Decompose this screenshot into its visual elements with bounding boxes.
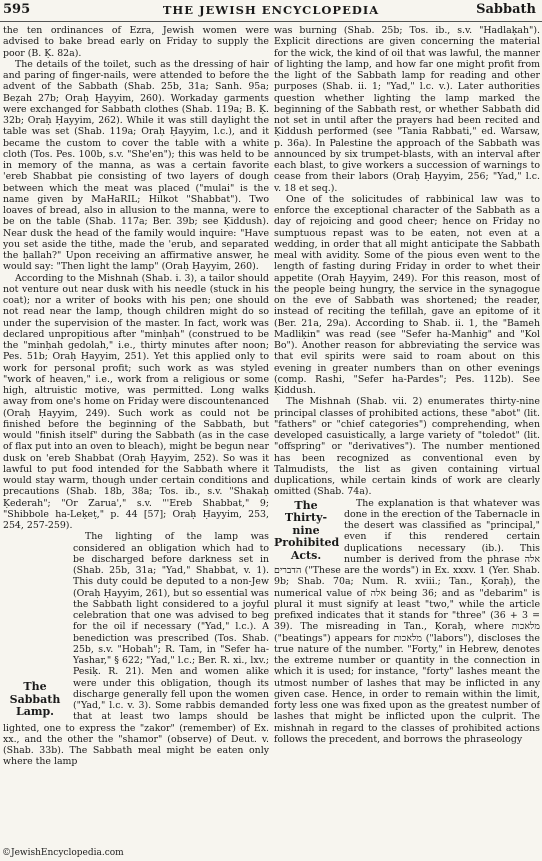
paragraph: The lighting of the lamp was considered an obligation which had to be discharged before darkness set in (Shab. 25b, 31a; "Yad," Shabbat, v. 1). This duty could be deputed to a non-Jew (Oraḥ Ḥayyim, 261), but so essential was the Sabbath light considered to a joyful celebration that one was advised to beg for the oil if necessary ("Yad," l.c.). A benediction was prescribed (Tos. Shab. 25b, s.v. "Hobah"; R. Tam, in "Sefer ha-Yashar," § 622; "Yad," l.c.; Ber. R. xi., lxv.; Pesiḳ. R. 21). Men and women alike were under this obligation, though its discharge generally fell upon the women ("Yad," l.c. v. 3). Some rabbis demanded that at least two lamps should be lighted, one to express the "zakor" (remember) of Ex. xx., and the other the "shamor" (observe) of Deut. v. (Shab. 33b). The Sabbath meal might be eaten only where the lamp	[3, 531, 269, 768]
left-column	[3, 25, 269, 845]
paragraph: was burning (Shab. 25b; Tos. ib., s.v. "Hadlaḳah"). Explicit directions are given concerning the material for the wick, the kind of oil that was lawful, the manner of lighting the lamp, and how far one might profit from the light of the Sabbath lamp for reading and other purposes (Shab. ii. 1; "Yad," l.c. v.). Later authorities question whether lighting the lamp marked the beginning of the Sabbath rest, or whether Sabbath did not set in until after the prayers had been recited and Ḳiddush performed (see "Tania Rabbati," ed. Warsaw, p. 36a). In Palestine the approach of the Sabbath was announced by six trumpet-blasts, with an interval after each blast, to give workers a succession of warnings to cease from their labors (Oraḥ Ḥayyim, 256; "Yad," l.c. v. 18 et seq.).	[274, 25, 540, 194]
running-title: THE JEWISH ENCYCLOPEDIA	[162, 3, 380, 17]
paragraph: The Mishnah (Shab. vii. 2) enumerates thirty-nine principal classes of prohibited actions, these "abot" (lit. "fathers" or "chief categories") comprehending, when developed casuistically, a large variety of "toledot" (lit. "offspring" or "derivatives"). The number mentioned has been recognized as conventional even by Talmudists, the list as given containing virtual duplications, while certain kinds of work are clearly omitted (Shab. 74a).	[274, 396, 540, 498]
paragraph: The details of the toilet, such as the dressing of hair and paring of finger-nails, were attended to before the advent of the Sabbath (Shab. 25b, 31a; Sanh. 95a; Beẓah 27b; Oraḥ Ḥayyim, 260). Workaday garments were exchanged for Sabbath clothes (Shab. 119a; B. Ḳ. 32b; Oraḥ Ḥayyim, 262). While it was still daylight the table was set (Shab. 119a; Oraḥ Ḥayyim, l.c.), and it became the custom to cover the table with a white cloth (Tos. Pes. 100b, s.v. "She'en"); this was held to be in memory of the manna, as was a certain favorite 'ereb Shabbat pie consisting of two layers of dough between which the meat was placed ("mulai" is the name given by MaHaRIL; Hilkot "Shabbat"). Two loaves of bread, also in allusion to the manna, were to be on the table (Shab. 117a; Ber. 39b; see Ḳiddush). Near dusk the head of the family would inquire: "Have you set aside the tithe, made the 'erub, and separated the ḥallah?" Upon receiving an affirmative answer, he would say: "Then light the lamp" (Oraḥ Ḥayyim, 260).	[3, 58, 269, 273]
side-heading-sabbath-lamp: The Sabbath Lamp.	[9, 680, 61, 719]
paragraph: One of the solicitudes of rabbinical law was to enforce the exceptional character of the Sabbath as a day of rejoicing and good cheer; hence on Friday no sumptuous repast was to be eaten, not even at a wedding, in order that all might anticipate the Sabbath meal with avidity. Some of the pious even went to the length of fasting during Friday in order to whet their appetite (Oraḥ Ḥayyim, 249). For this reason, most of the people being hungry, the service in the synagogue on the eve of Sabbath was shortened; the reader, instead of reciting the tefillah, gave an epitome of it (Ber. 21a, 29a). According to Shab. ii. 1, the "Bameh Madliḳin" was read (see "Sefer ha-Manhig" and "Kol Bo"). Another reason for abbreviating the service was that evil spirits were said to roam about on this evening in greater numbers than on other evenings (comp. Rashi, "Sefer ha-Pardes"; Pes. 112b). See Ḳiddush.	[274, 193, 540, 396]
side-heading-prohibited-acts: The Thirty- nine Prohibited Acts.	[274, 498, 340, 562]
copyright-footer: ©JewishEncyclopedia.com	[2, 848, 124, 858]
right-column	[274, 25, 540, 845]
page-header	[0, 0, 542, 22]
paragraph: the ten ordinances of Ezra, Jewish women were advised to bake bread early on Friday to supply the poor (B. Ḳ. 82a).	[3, 25, 269, 59]
paragraph: The explanation is that whatever was done in the erection of the Tabernacle in the desert was classified as "principal," even if this rendered certain duplications necessary (ib.). This number is derived from the phrase אלה הדברים ("These are the words") in Ex. xxxv. 1 (Yer. Shab. 9b; Shab. 70a; Num. R. xviii.; Tan., Ḳoraḥ), the numerical value of אלה being 36; and as "debarim" is plural it must signify at least "two," while the article prefixed indicates that it stands for "three" (36 + 3 = 39). The misreading in Tan., Ḳoraḥ, where מלאכות ("beatings") appears for מלאכות ("labors"), discloses the true nature of the number. "Forty," in Hebrew, denotes the extreme number or quantity in the connection in which it is used; for instance, "forty" lashes meant the utmost number of lashes that may be inflicted in any given case. Hence, in order to remain within the limit, forty less one was fixed upon as the greatest number of lashes that might be inflicted upon the culprit. The mishnah in regard to the classes of prohibited actions follows the precedent, and borrows the phraseology	[274, 497, 540, 745]
header-rule	[0, 21, 542, 22]
page-number: 595	[3, 2, 31, 17]
paragraph: According to the Mishnah (Shab. i. 3), a tailor should not venture out near dusk with his needle (stuck in his coat); nor a writer of books with his pen; one should not read near the lamp, though children might do so under the supervision of the master. In fact, work was declared unpropitious after "minḥah" (construed to be the "minḥah gedolah," i.e., thirty minutes after noon; Pes. 51b; Oraḥ Ḥayyim, 251). Yet this applied only to work for personal profit; such work as was styled "work of heaven," i.e., work from a religious or some high, altruistic motive, was permitted. Long walks away from one's home on Friday were discountenanced (Oraḥ Ḥayyim, 249). Such work as could not be finished before the beginning of the Sabbath, but would "finish itself" during the Sabbath (as in the case of flax put into an oven to bleach), might be begun near dusk on 'ereb Shabbat (Oraḥ Ḥayyim, 252). So was it lawful to put food intended for the Sabbath where it would stay warm, though under certain conditions and precautions (Shab. 18b, 38a; Tos. ib., s.v. "Shakaḥ Ḳederah"; "Or Zarua'," s.v. "'Ereb Shabbat," 9; "Shibbole ha-Leḳeṭ," p. 44 [57]; Oraḥ Ḥayyim, 253, 254, 257-259).	[3, 272, 269, 531]
topic-heading: Sabbath	[476, 2, 536, 17]
